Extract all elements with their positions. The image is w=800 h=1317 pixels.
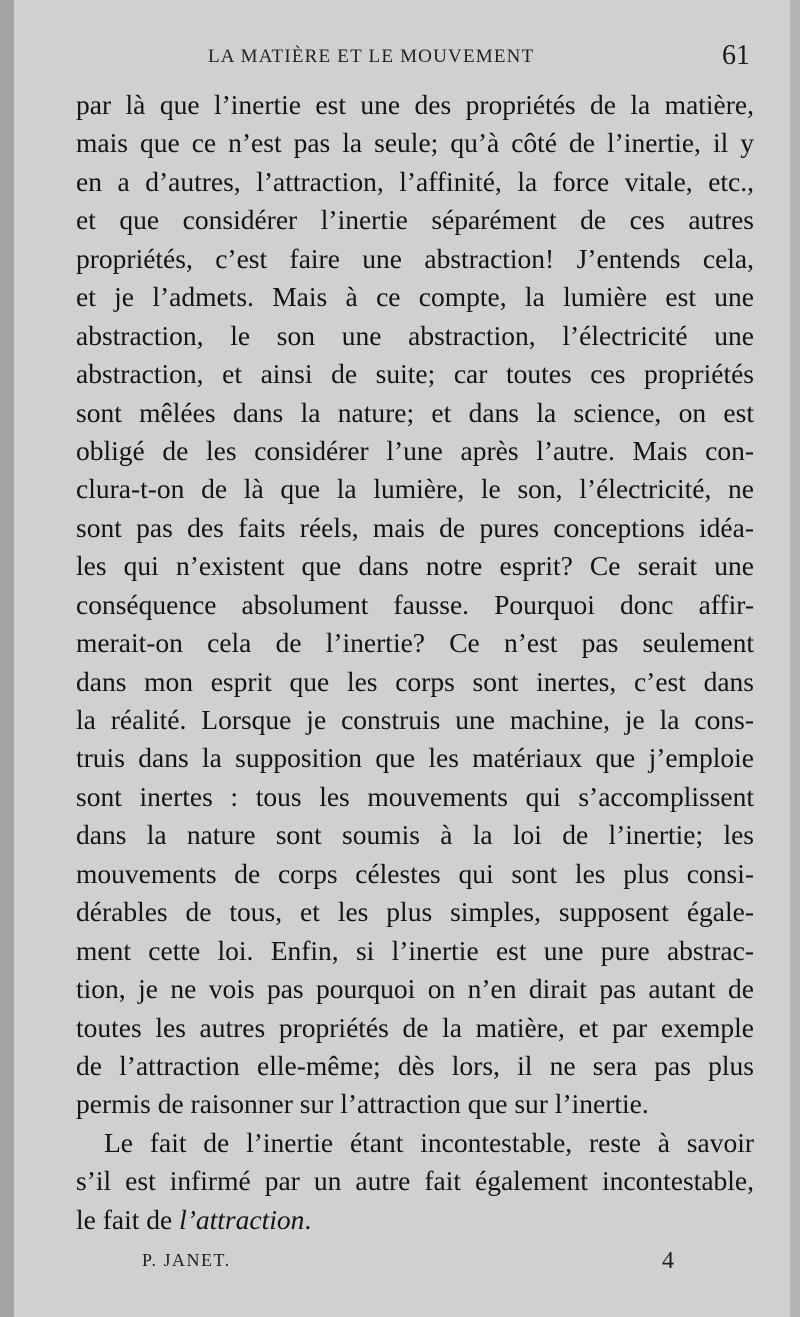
text-line: et je l’admets. Mais à ce compte, la lumière est une xyxy=(76,281,754,313)
text-line: dérables de tous, et les plus simples, supposent égale- xyxy=(76,896,754,928)
page-edge-left xyxy=(0,0,14,1317)
text-line: s’il est infirmé par un autre fait également incontestable, xyxy=(76,1165,754,1197)
final-line-prefix: le fait de xyxy=(76,1203,180,1235)
final-line-suffix: . xyxy=(304,1203,312,1235)
page-number: 61 xyxy=(722,40,750,71)
text-line: mais que ce n’est pas la seule; qu’à côté de l’inertie, il y xyxy=(76,127,754,159)
italic-term: l’attraction xyxy=(179,1203,305,1235)
signature-mark: 4 xyxy=(662,1248,674,1274)
text-line: ment cette loi. Enfin, si l’inertie est une pure abstrac- xyxy=(76,934,754,966)
text-line: abstraction, le son une abstraction, l’électricité une xyxy=(76,319,754,351)
text-line: par là que l’inertie est une des propriétés de la matière, xyxy=(76,89,754,120)
text-line: abstraction, et ainsi de suite; car toutes ces propriétés xyxy=(76,358,754,390)
text-line: conséquence absolument fausse. Pourquoi donc affir- xyxy=(76,588,754,620)
text-line: toutes les autres propriétés de la matière, et par exemple xyxy=(76,1011,754,1043)
text-line: merait-on cela de l’inertie? Ce n’est pas seulement xyxy=(76,627,754,659)
final-line xyxy=(76,1201,754,1239)
author-signature: P. JANET. xyxy=(142,1250,231,1270)
page-edge-right xyxy=(790,0,800,1317)
text-line: clura-t-on de là que la lumière, le son, l’électricité, ne xyxy=(76,473,754,505)
body-text xyxy=(76,86,754,1239)
text-line: propriétés, c’est faire une abstraction! J’entends cela, xyxy=(76,242,754,274)
text-line: de l’attraction elle-même; dès lors, il ne sera pas plus xyxy=(76,1049,754,1081)
text-line: dans la nature sont soumis à la loi de l’inertie; les xyxy=(76,819,754,851)
text-line: truis dans la supposition que les matériaux que j’emploie xyxy=(76,742,754,774)
paragraph-first-line: Le fait de l’inertie étant incontestable, reste à savoir xyxy=(104,1126,754,1158)
text-line: obligé de les considérer l’une après l’autre. Mais con- xyxy=(76,434,754,466)
text-line: les qui n’existent que dans notre esprit? Ce serait une xyxy=(76,550,754,582)
text-line: en a d’autres, l’attraction, l’affinité, la force vitale, etc., xyxy=(76,165,754,197)
text-line: permis de raisonner sur l’attraction que sur l’inertie. xyxy=(76,1088,649,1120)
text-line: la réalité. Lorsque je construis une machine, je la cons- xyxy=(76,704,754,735)
text-line: dans mon esprit que les corps sont inertes, c’est dans xyxy=(76,665,754,697)
text-line: sont inertes : tous les mouvements qui s’accomplissent xyxy=(76,780,754,812)
text-line: mouvements de corps célestes qui sont les plus consi- xyxy=(76,857,754,889)
text-line: tion, je ne vois pas pourquoi on n’en dirait pas autant de xyxy=(76,973,754,1005)
text-line: sont pas des faits réels, mais de pures conceptions idéa- xyxy=(76,511,754,543)
running-head xyxy=(78,40,754,80)
running-title: LA MATIÈRE ET LE MOUVEMENT xyxy=(208,46,535,67)
text-line: et que considérer l’inertie séparément de ces autres xyxy=(76,204,754,236)
text-line: sont mêlées dans la nature; et dans la science, on est xyxy=(76,396,754,428)
page-footer xyxy=(76,1248,710,1278)
